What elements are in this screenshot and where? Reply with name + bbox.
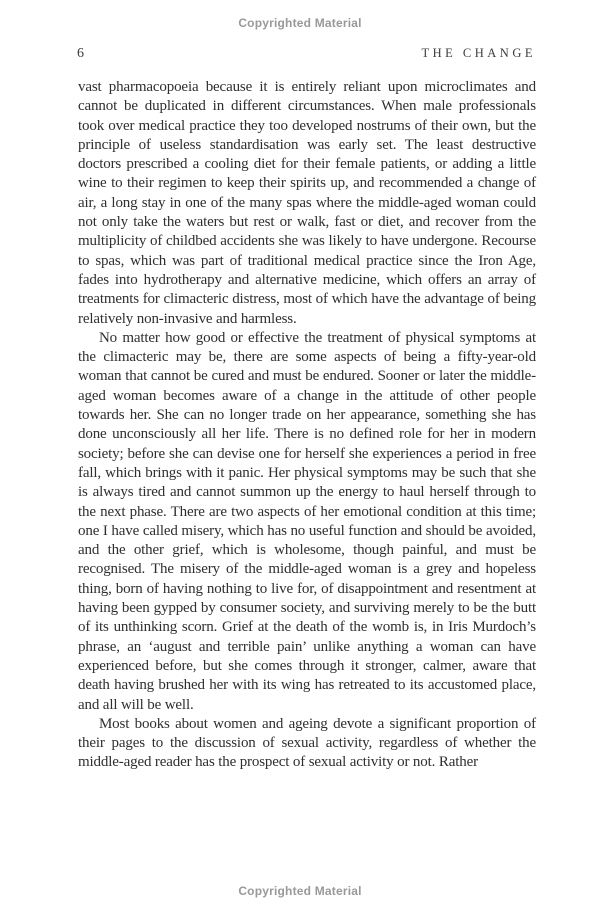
body-text-block [78, 78, 536, 773]
body-paragraph: No matter how good or effective the treatment of physical symptoms at the climacteric may be, there are some aspects of being a fifty-year-old woman that cannot be cured and must be endured. Sooner or later the middle-aged woman becomes aware of a change in the attitude of other people towards her. She can no longer trade on her appearance, something she has done unconsciously all her life. There is no defined role for her in modern society; before she can devise one for herself she experiences a period in free fall, which brings with it panic. Her physical symptoms may be such that she is always tired and cannot summon up the energy to haul herself through to the next phase. There are two aspects of her emotional condition at this time; one I have called misery, which has no useful function and should be avoided, and the other grief, which is wholesome, though painful, and must be recognised. The misery of the middle-aged woman is a grey and hopeless thing, born of having nothing to live for, of disappointment and resentment at having been gypped by consumer society, and surviving merely to be the butt of its unthinking scorn. Grief at the death of the womb is, in Iris Murdoch’s phrase, an ‘august and terrible pain’ unlike anything a woman can have experienced before, but she comes through it stronger, calmer, aware that death having brushed her with its wing has retreated to its accustomed place, and all will be well. [78, 329, 536, 713]
body-paragraph: Most books about women and ageing devote a significant proportion of their pages to the discussion of sexual activity, regardless of whether the middle-aged reader has the prospect of sexual activity or not. Rather [78, 715, 536, 771]
page-number: 6 [77, 46, 84, 61]
body-paragraph: vast pharmacopoeia because it is entirely reliant upon microclimates and cannot be duplicated in different circumstances. When male professionals took over medical practice they too developed nostrums of their own, but the principle of useless standardisation was early set. The least destructive doctors prescribed a cooling diet for their female patients, or adding a little wine to their regimen to keep their spirits up, and recommended a change of air, a long stay in one of the many spas where the middle-aged woman could not only take the waters but rest or walk, fast or diet, and recover from the multiplicity of childbed accidents she was likely to have undergone. Recourse to spas, which was part of traditional medical practice since the Iron Age, fades into hydrotherapy and alternative medicine, which offers an array of treatments for climacteric distress, most of which have the advantage of being relatively non-invasive and harmless. [78, 79, 536, 327]
running-head [77, 46, 536, 62]
copyright-notice-bottom: Copyrighted Material [238, 884, 362, 898]
running-title: THE CHANGE [421, 46, 536, 60]
copyright-notice-top: Copyrighted Material [238, 16, 362, 30]
